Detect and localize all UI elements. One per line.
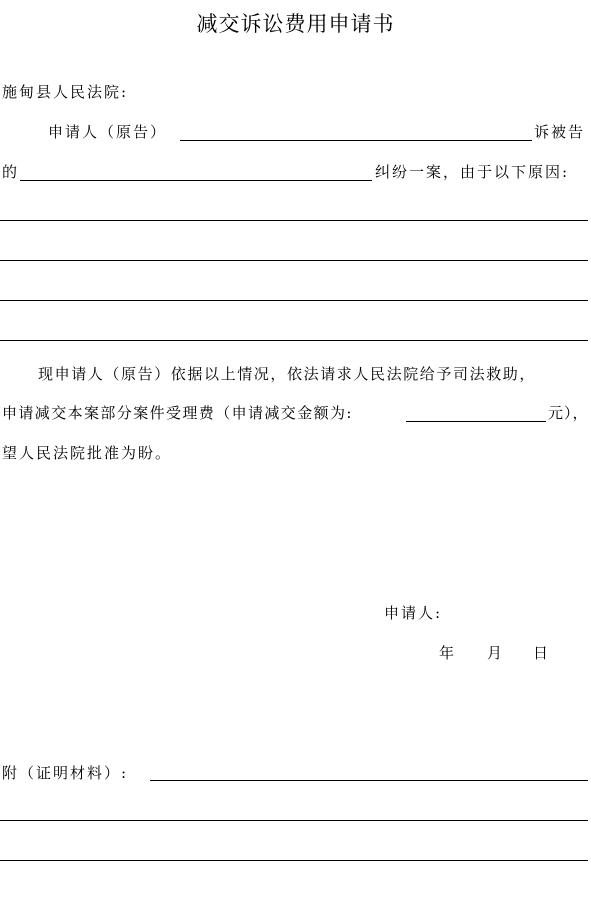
document-title: 减交诉讼费用申请书 xyxy=(196,12,395,36)
attachment-line-2[interactable] xyxy=(0,820,588,821)
applicant-label: 申请人（原告） xyxy=(48,123,168,141)
request-text-line-2: 申请减交本案部分案件受理费（申请减交金额为: xyxy=(2,404,353,422)
month-label: 月 xyxy=(487,644,505,662)
request-text-line-1: 现申请人（原告）依据以上情况，依法请求人民法院给予司法救助， xyxy=(38,365,537,383)
dispute-text: 纠纷一案，由于以下原因: xyxy=(375,163,570,181)
defendant-label: 诉被告 xyxy=(534,123,586,141)
addressee: 施甸县人民法院: xyxy=(2,83,129,101)
year-label: 年 xyxy=(439,644,457,662)
attachment-line-1[interactable] xyxy=(150,780,588,781)
attachment-label: 附（证明材料）: xyxy=(2,764,129,782)
yuan-suffix: 元）， xyxy=(548,404,589,422)
reduction-amount-blank[interactable] xyxy=(406,421,546,422)
defendant-blank[interactable] xyxy=(20,180,372,181)
reason-line-1[interactable] xyxy=(0,220,588,221)
reason-line-3[interactable] xyxy=(0,300,588,301)
de-prefix: 的 xyxy=(2,163,20,181)
request-text-line-3: 望人民法院批准为盼。 xyxy=(2,444,173,462)
applicant-blank[interactable] xyxy=(180,140,532,141)
attachment-line-3[interactable] xyxy=(0,860,588,861)
signature-label: 申请人: xyxy=(384,604,443,622)
day-label: 日 xyxy=(533,644,551,662)
reason-line-2[interactable] xyxy=(0,260,588,261)
reason-line-4[interactable] xyxy=(0,340,588,341)
